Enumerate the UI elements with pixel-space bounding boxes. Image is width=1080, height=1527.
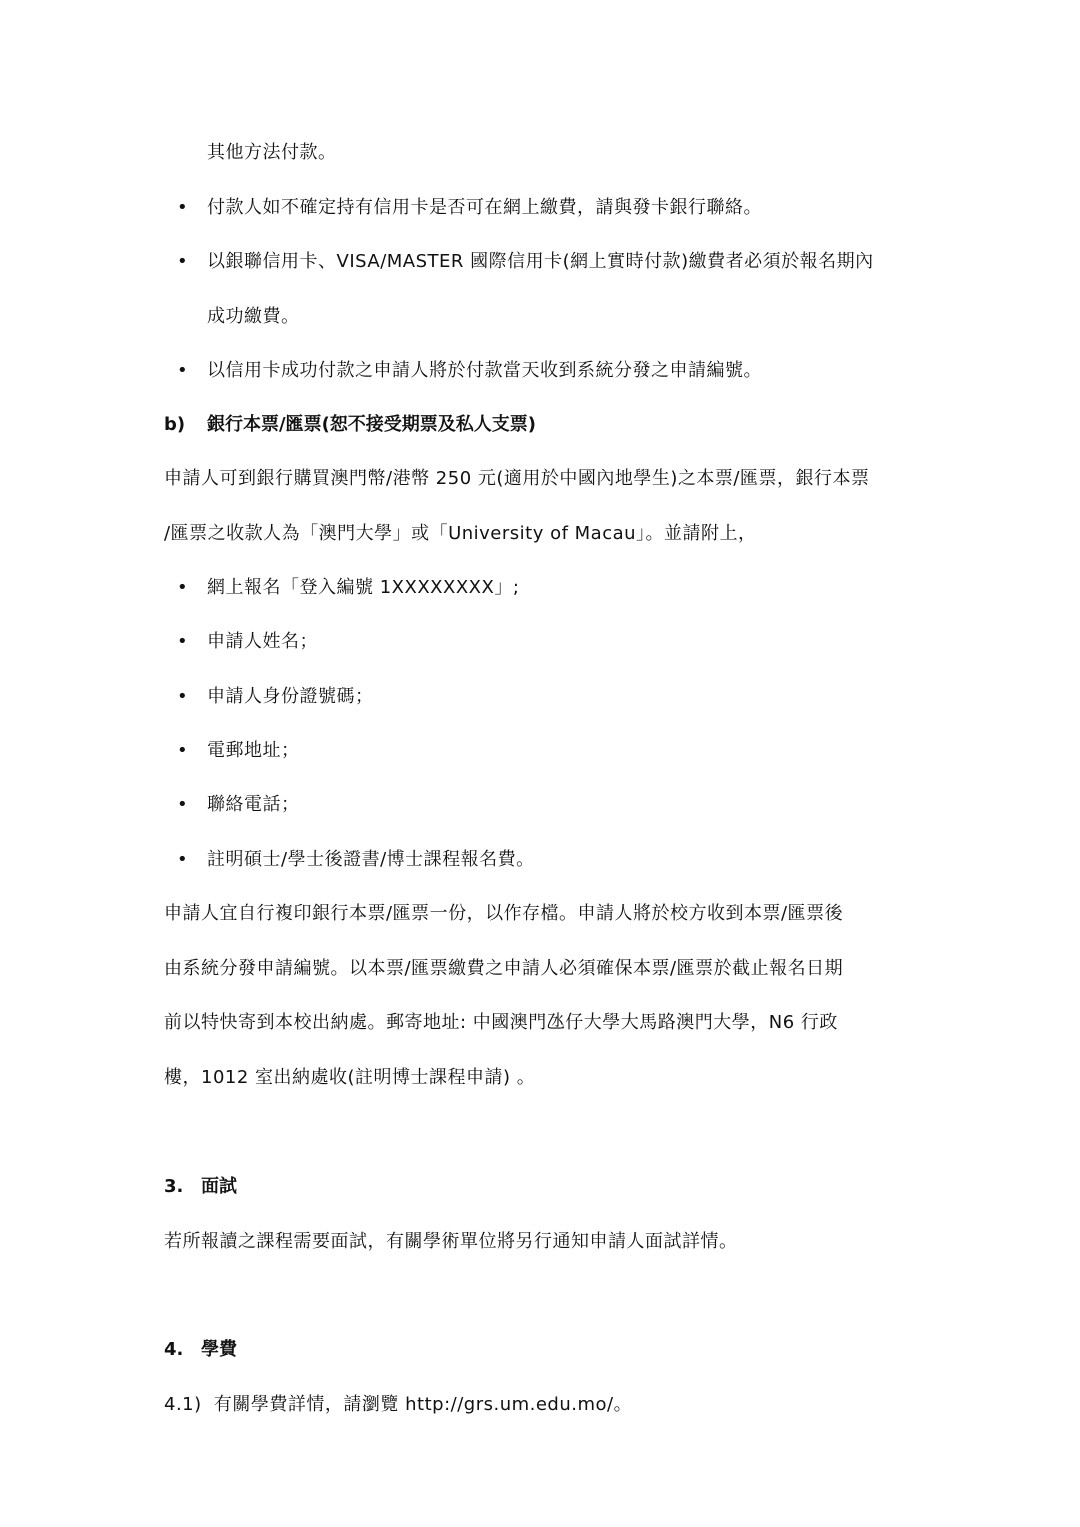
list-item: 申請人身份證號碼； [207, 686, 374, 707]
section-title: 面試 [201, 1176, 237, 1197]
item-suffix: 。 [613, 1394, 633, 1415]
bullet-icon: • [177, 794, 188, 815]
item-text: 有關學費詳情，請瀏覽 [213, 1394, 406, 1415]
item-label: 4.1) [164, 1394, 202, 1415]
paragraph-line: 由系統分發申請編號。以本票/匯票繳費之申請人必須確保本票/匯票於截止報名日期 [164, 958, 844, 979]
list-item: 申請人姓名； [207, 631, 318, 652]
list-item: 網上報名「登入編號 1XXXXXXXX」; [207, 577, 520, 598]
section-number: 4. [164, 1339, 184, 1360]
list-item: 付款人如不確定持有信用卡是否可在網上繳費，請與發卡銀行聯絡。 [207, 197, 762, 218]
list-item: 以銀聯信用卡、VISA/MASTER 國際信用卡(網上實時付款)繳費者必須於報名期內 [207, 251, 874, 272]
list-item: 註明碩士/學士後證書/博士課程報名費。 [207, 849, 535, 870]
bullet-icon: • [177, 849, 188, 870]
paragraph-line: 若所報讀之課程需要面試，有關學術單位將另行通知申請人面試詳情。 [164, 1231, 738, 1252]
tuition-item [164, 1393, 632, 1417]
bullet-icon: • [177, 251, 188, 272]
paragraph-line: 前以特快寄到本校出納處。郵寄地址: 中國澳門氹仔大學大馬路澳門大學，N6 行政 [164, 1012, 838, 1033]
bullet-icon: • [177, 197, 188, 218]
bullet-icon: • [177, 686, 188, 707]
paragraph-line: 樓，1012 室出納處收(註明博士課程申請) 。 [164, 1067, 536, 1088]
bullet-icon: • [177, 631, 188, 652]
tuition-link[interactable]: http://grs.um.edu.mo/ [405, 1394, 614, 1415]
bullet-icon: • [177, 360, 188, 381]
subsection-title: 銀行本票/匯票(恕不接受期票及私人支票) [207, 414, 537, 435]
list-item: 聯絡電話； [207, 794, 300, 815]
paragraph-line: /匯票之收款人為「澳門大學」或「University of Macau」。並請附上， [164, 523, 757, 544]
paragraph-continuation: 其他方法付款。 [207, 142, 337, 163]
subsection-label: b) [164, 414, 186, 435]
list-item: 電郵地址； [207, 740, 300, 761]
bullet-icon: • [177, 577, 188, 598]
paragraph-line: 申請人可到銀行購買澳門幣/港幣 250 元(適用於中國內地學生)之本票/匯票，銀行本票 [164, 468, 870, 489]
section-title: 學費 [201, 1339, 237, 1360]
list-item: 以信用卡成功付款之申請人將於付款當天收到系統分發之申請編號。 [207, 360, 762, 381]
bullet-icon: • [177, 740, 188, 761]
list-item-continuation: 成功繳費。 [207, 306, 300, 327]
section-number: 3. [164, 1176, 184, 1197]
paragraph-line: 申請人宜自行複印銀行本票/匯票一份，以作存檔。申請人將於校方收到本票/匯票後 [164, 903, 844, 924]
